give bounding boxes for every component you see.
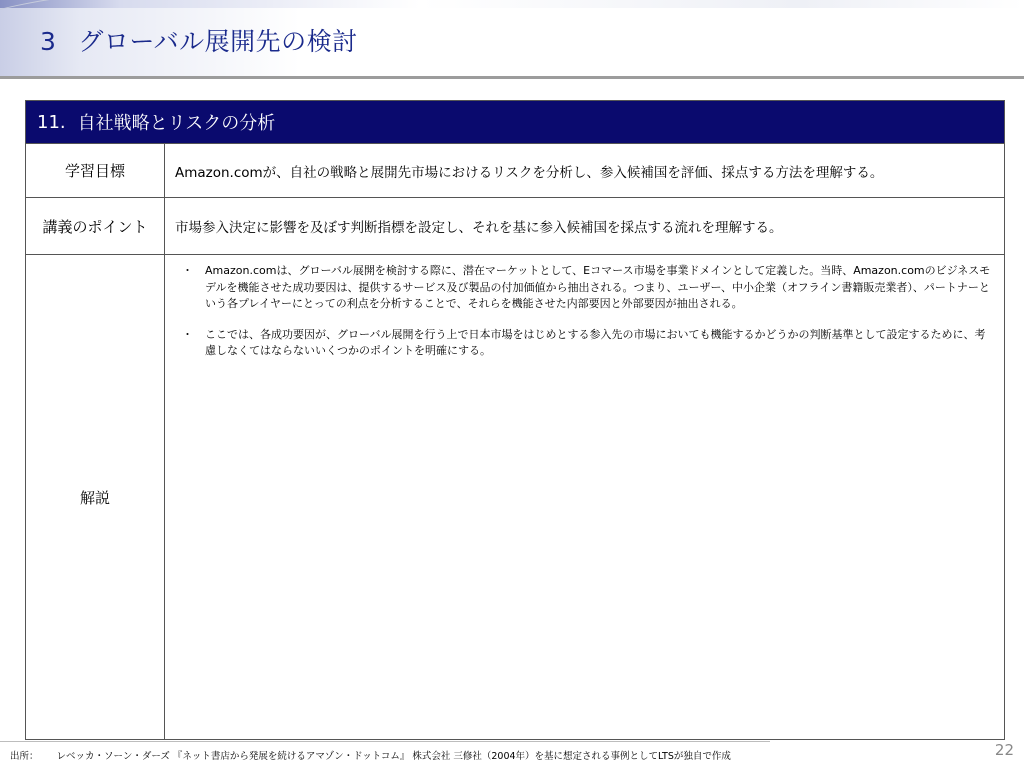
bullet-marker: ・ — [182, 264, 193, 277]
page-number: 22 — [994, 741, 1014, 759]
bullet-marker: ・ — [182, 327, 193, 341]
objective-label: 学習目標 — [26, 144, 165, 197]
key-points-text: 市場参入決定に影響を及ぼす判断指標を設定し、それを基に参入候補国を採点する流れを理解する。 — [175, 220, 783, 236]
source-citation — [10, 748, 731, 762]
table-row-key-points — [26, 198, 1004, 255]
table-header — [26, 101, 1004, 144]
explanation-bullet-text: ここでは、各成功要因が、グローバル展開を行う上で日本市場をはじめとする参入先の市場においても機能するかどうかの判断基準として設定するために、考慮しなくてはならないいくつかのポイントを明確にする。 — [205, 327, 986, 357]
table-row-explanation — [26, 255, 1004, 739]
slide-header — [0, 0, 1024, 76]
explanation-bullet — [175, 263, 1004, 313]
content-table — [25, 100, 1005, 740]
slide-section-number: 3 — [40, 27, 57, 56]
explanation-bullet-text: Amazon.comは、グローバル展開を検討する際に、潜在マーケットとして、Eコマース市場を事業ドメインとして定義した。当時、Amazon.comのビジネスモデルを機能させた成功要因は、提供するサービス及び製品の付加価値から抽出される。つまり、ユーザー、中小企業（オフライン書籍販売業者）、パートナーという各プレイヤーにとっての利点を分析することで、それらを機能させた内部要因と外部要因が抽出される。 — [205, 264, 991, 310]
table-row-objective — [26, 144, 1004, 198]
slide-title — [40, 22, 358, 58]
table-section-title: 自社戦略とリスクの分析 — [77, 113, 276, 134]
table-section-number: 11. — [37, 111, 66, 133]
explanation-label: 解説 — [26, 255, 165, 739]
explanation-bullet — [175, 327, 1004, 360]
explanation-body — [165, 255, 1004, 739]
key-points-label: 講義のポイント — [26, 198, 165, 254]
source-text: レベッカ・ソーン・ダーズ 『ネット書店から発展を続けるアマゾン・ドットコム』 株式会社 三修社（2004年）を基に想定される事例としてLTSが独自で作成 — [56, 751, 731, 762]
source-label: 出所： — [10, 751, 39, 762]
slide-title-text: グローバル展開先の検討 — [78, 27, 358, 56]
header-divider — [0, 76, 1024, 79]
objective-text: Amazon.comが、自社の戦略と展開先市場におけるリスクを分析し、参入候補国を評価、採点する方法を理解する。 — [175, 164, 884, 181]
footer-divider — [0, 741, 770, 742]
